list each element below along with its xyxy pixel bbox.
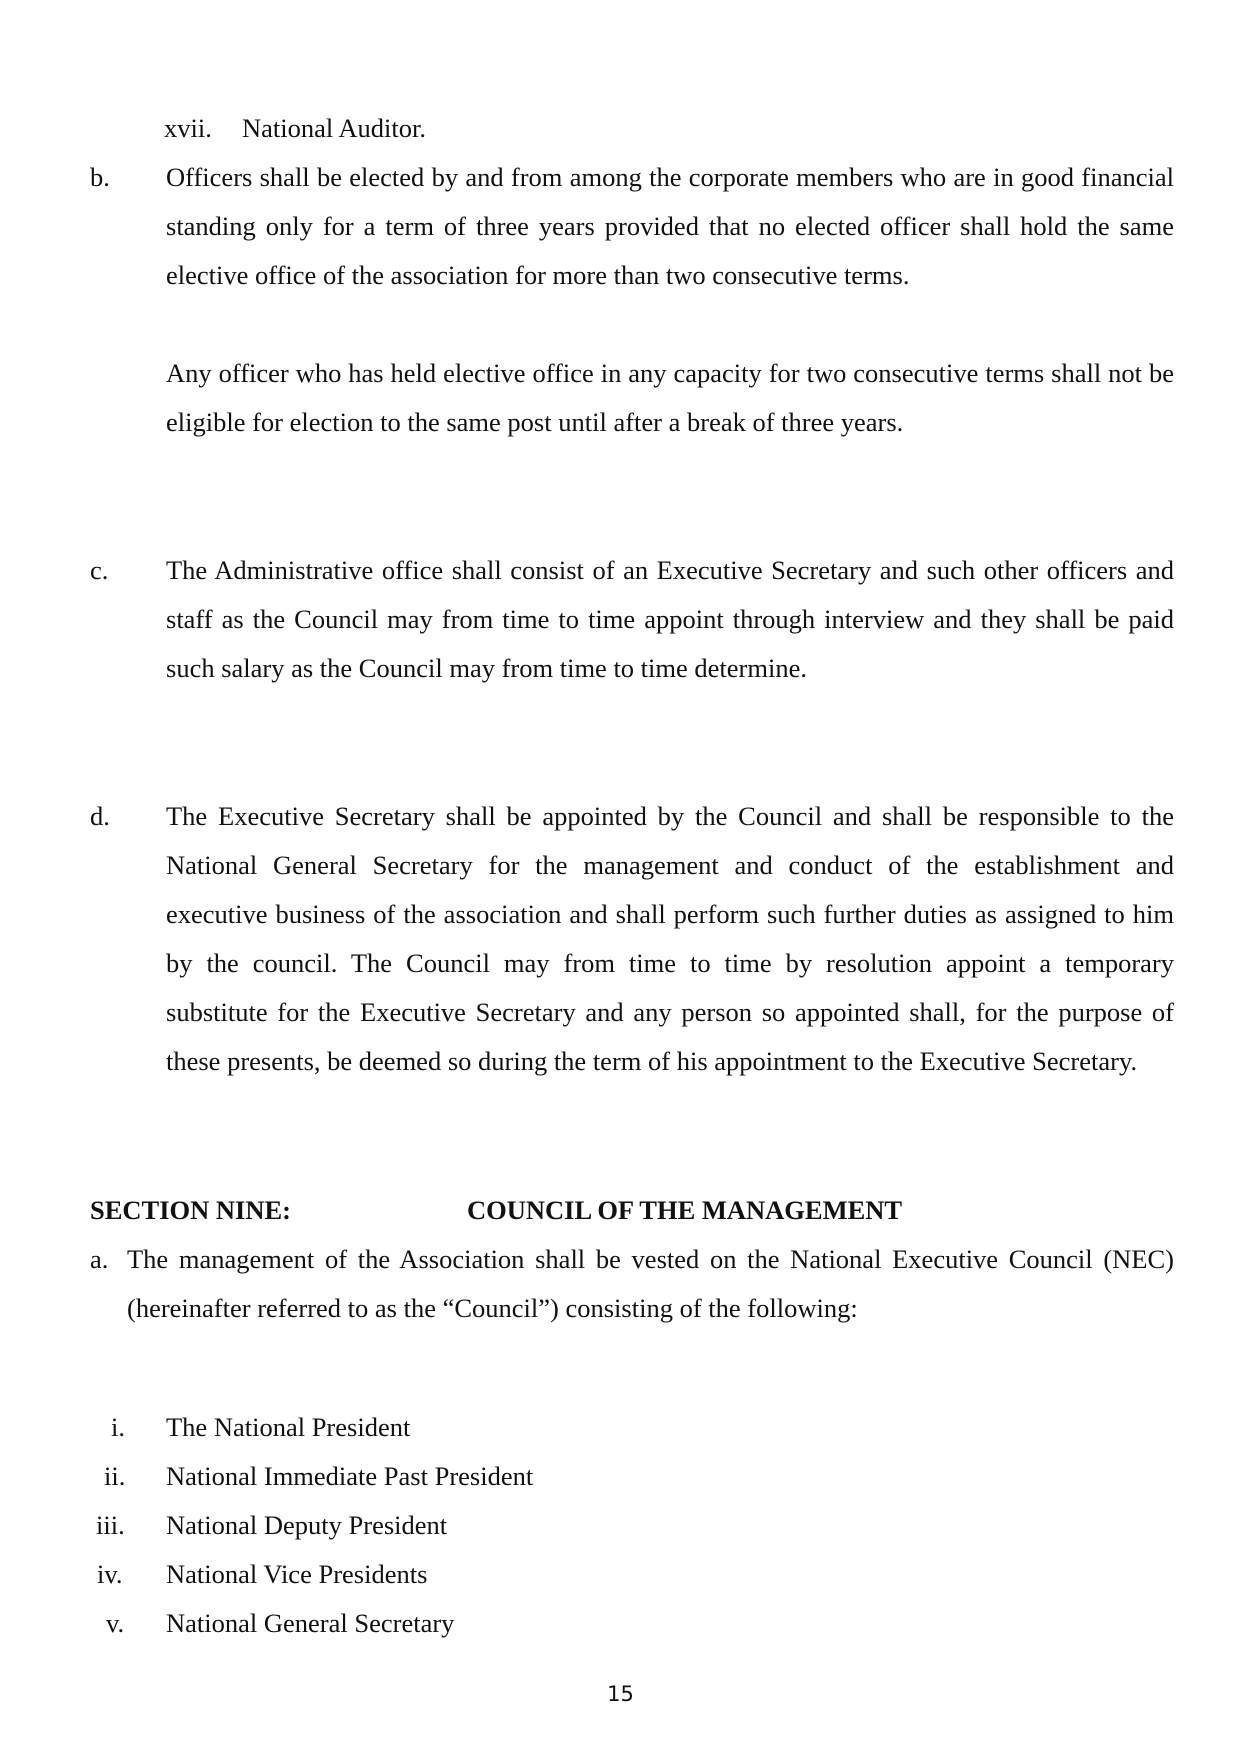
clause-b-paragraph-1: Officers shall be elected by and from among the corporate members who are in good financial standing only for a term of three years provided that no elected officer shall hold the same elective office of the association for more than two consecutive terms. [166, 162, 1174, 290]
section-clause-a-label: a. [90, 1244, 109, 1274]
clause-b-label: b. [90, 162, 110, 192]
member-label: v. [106, 1608, 125, 1638]
section-title: COUNCIL OF THE MANAGEMENT [467, 1195, 903, 1225]
member-text: National Deputy President [166, 1510, 448, 1540]
member-label: ii. [104, 1461, 126, 1491]
member-label: iii. [96, 1510, 125, 1540]
section-number: SECTION NINE: [90, 1195, 292, 1225]
member-label: i. [111, 1412, 125, 1442]
section-clause-a-text: The management of the Association shall be vested on the National Executive Council (NEC) (hereinafter referred to as the “Council”) consisting of the following: [127, 1244, 1174, 1323]
clause-c-paragraph: The Administrative office shall consist of an Executive Secretary and such other officers and staff as the Council may from time to time appoint through interview and they shall be paid such salary as the Council may from time to time determine. [166, 555, 1174, 683]
clause-c-label: c. [90, 555, 109, 585]
page-number: 15 [607, 1682, 634, 1706]
member-text: National Immediate Past President [166, 1461, 534, 1491]
list-item-label: xvii. [164, 113, 212, 143]
member-label: iv. [97, 1559, 123, 1589]
clause-d-paragraph: The Executive Secretary shall be appointed by the Council and shall be responsible to the National General Secretary for the management and conduct of the establishment and executive business of the association and shall perform such further duties as assigned to him by the council. The Council may from time to time by resolution appoint a temporary substitute for the Executive Secretary and any person so appointed shall, for the purpose of these presents, be deemed so during the term of his appointment to the Executive Secretary. [166, 801, 1174, 1076]
member-text: National General Secretary [166, 1608, 455, 1638]
clause-d-label: d. [90, 801, 110, 831]
list-item-text: National Auditor. [242, 113, 427, 143]
member-text: National Vice Presidents [166, 1559, 428, 1589]
clause-b-paragraph-2: Any officer who has held elective office in any capacity for two consecutive terms shall not be eligible for election to the same post until after a break of three years. [166, 358, 1174, 437]
member-text: The National President [166, 1412, 411, 1442]
